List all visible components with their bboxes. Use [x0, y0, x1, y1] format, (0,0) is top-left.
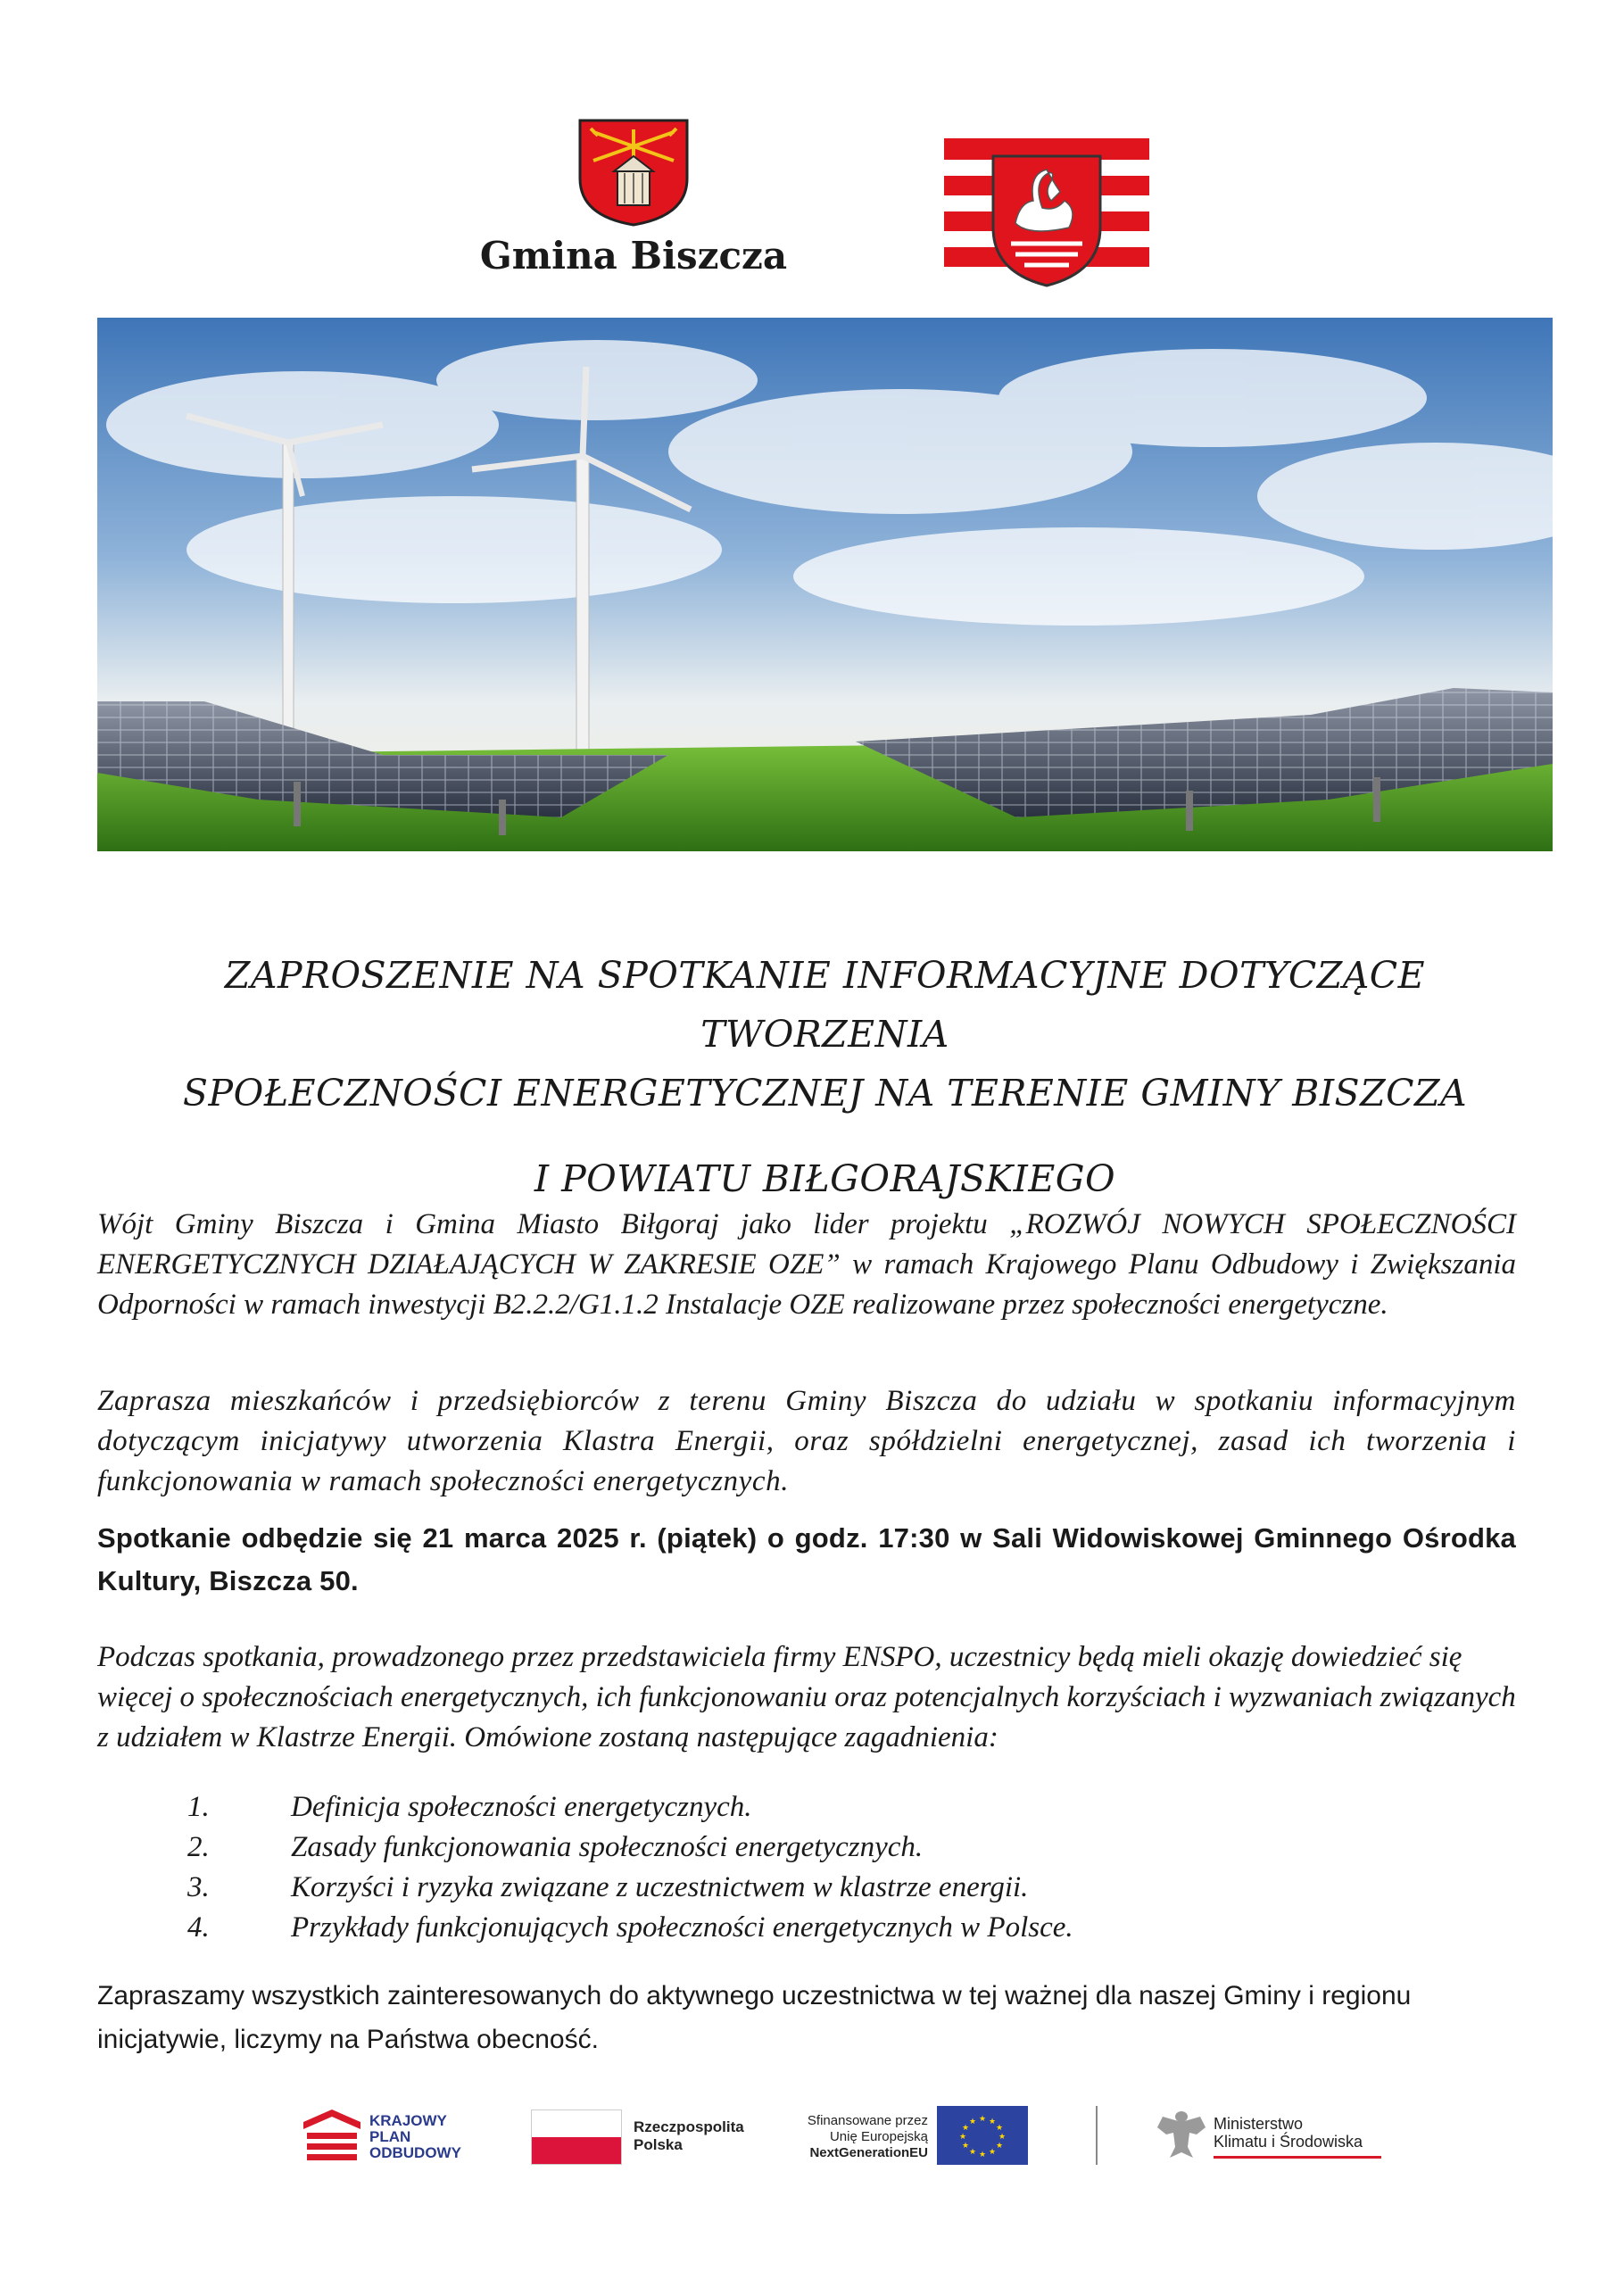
agenda-item-number: 1.	[187, 1791, 210, 1823]
agenda-item-text: Korzyści i ryzyka związane z uczestnictwem w klastrze energii.	[291, 1871, 1029, 1903]
gmina-biszcza-coat-of-arms	[571, 116, 696, 228]
eu-line-1: Sfinansowane przez	[807, 2113, 928, 2128]
agenda-item-text: Definicja społeczności energetycznych.	[291, 1791, 752, 1823]
svg-text:★: ★	[998, 2133, 1007, 2142]
ministry-line-2: Klimatu i Środowiska	[1214, 2133, 1363, 2151]
eu-funding-text	[767, 2113, 928, 2161]
title-line-3: I POWIATU BIŁGORAJSKIEGO	[534, 1157, 1116, 1200]
logo-divider	[1096, 2106, 1098, 2165]
eu-line-2: Unię Europejską	[829, 2129, 928, 2144]
kpo-line-2: PLAN	[369, 2128, 411, 2145]
svg-text:★: ★	[968, 2148, 977, 2157]
polish-eagle-icon	[1156, 2108, 1207, 2163]
meeting-description: Podczas spotkania, prowadzonego przez przedstawiciela firmy ENSPO, uczestnicy będą mieli okazję dowiedzieć się więcej o społecznościach energetycznych, ich funkcjonowaniu oraz potencjalnych korzyściach i wyzwaniach związanych z udziałem w Klastrze Energii. Omówione zostaną następujące zagadnienia:	[97, 1641, 1516, 1753]
rp-logo-text	[634, 2118, 744, 2154]
title-line-2: SPOŁECZNOŚCI ENERGETYCZNEJ NA TERENIE GMINY BISZCZA	[182, 1072, 1468, 1115]
meeting-info: Spotkanie odbędzie się 21 marca 2025 r. (piątek) o godz. 17:30 w Sali Widowiskowej Gminnego Ośrodka Kultury, Biszcza 50.	[97, 1522, 1516, 1596]
agenda-item	[187, 1787, 1481, 1828]
eu-flag-icon	[937, 2106, 1028, 2165]
polish-flag-icon	[531, 2110, 622, 2165]
svg-text:★: ★	[968, 2118, 977, 2126]
agenda-item-number: 4.	[187, 1911, 210, 1944]
kpo-logo-icon	[303, 2110, 360, 2165]
agenda-item	[187, 1868, 1481, 1908]
agenda-list	[187, 1787, 1481, 1948]
svg-text:★: ★	[961, 2142, 970, 2151]
gmina-name: Gmina Biszcza	[479, 234, 788, 278]
svg-text:★: ★	[978, 2115, 987, 2124]
agenda-item	[187, 1908, 1481, 1948]
kpo-line-1: KRAJOWY	[369, 2112, 447, 2129]
kpo-logo-text	[369, 2113, 461, 2161]
kpo-line-3: ODBUDOWY	[369, 2144, 461, 2161]
funding-logos-bar	[303, 2102, 1419, 2170]
closing-paragraph: Zapraszamy wszystkich zainteresowanych do aktywnego uczestnictwa w tej ważnej dla naszej Gminy i regionu inicjatywie, liczymy na Państwa obecność.	[97, 1981, 1412, 2054]
agenda-item-number: 3.	[187, 1871, 210, 1903]
agenda-item-number: 2.	[187, 1831, 210, 1863]
invitation-title	[97, 946, 1553, 1208]
ministry-underline	[1214, 2156, 1381, 2159]
title-line-1: ZAPROSZENIE NA SPOTKANIE INFORMACYJNE DOTYCZĄCE TWORZENIA	[224, 954, 1426, 1056]
svg-text:★: ★	[995, 2142, 1004, 2151]
hero-solar-wind-image	[97, 318, 1553, 851]
svg-text:★: ★	[978, 2151, 987, 2159]
rp-line-2: Polska	[634, 2136, 683, 2153]
ministry-line-1: Ministerstwo	[1214, 2115, 1304, 2133]
svg-text:★: ★	[988, 2148, 997, 2157]
svg-text:★: ★	[961, 2124, 970, 2133]
bilgoraj-county-coat-of-arms	[944, 138, 1149, 290]
ministry-logo-text	[1214, 2115, 1381, 2159]
rp-line-1: Rzeczpospolita	[634, 2118, 744, 2135]
agenda-item	[187, 1828, 1481, 1868]
invitation-paragraph: Zaprasza mieszkańców i przedsiębiorców z terenu Gminy Biszcza do udziału w spotkaniu informacyjnym dotyczącym inicjatywy utworzenia Klastra Energii, oraz spółdzielni energetycznej, zasad ich tworzenia i funkcjonowania w ramach społeczności energetycznych.	[97, 1385, 1516, 1497]
svg-text:★: ★	[958, 2133, 967, 2142]
eu-line-3: NextGenerationEU	[809, 2145, 928, 2160]
agenda-item-text: Przykłady funkcjonujących społeczności energetycznych w Polsce.	[291, 1911, 1073, 1944]
intro-paragraph: Wójt Gminy Biszcza i Gmina Miasto Biłgoraj jako lider projektu „ROZWÓJ NOWYCH SPOŁECZNOŚCI ENERGETYCZNYCH DZIAŁAJĄCYCH W ZAKRESIE OZE” w ramach Krajowego Planu Odbudowy i Zwiększania Odporności w ramach inwestycji B2.2.2/G1.1.2 Instalacje OZE realizowane przez społeczności energetyczne.	[97, 1208, 1516, 1321]
svg-text:★: ★	[988, 2118, 997, 2126]
svg-text:★: ★	[995, 2124, 1004, 2133]
agenda-item-text: Zasady funkcjonowania społeczności energetycznych.	[291, 1831, 924, 1863]
